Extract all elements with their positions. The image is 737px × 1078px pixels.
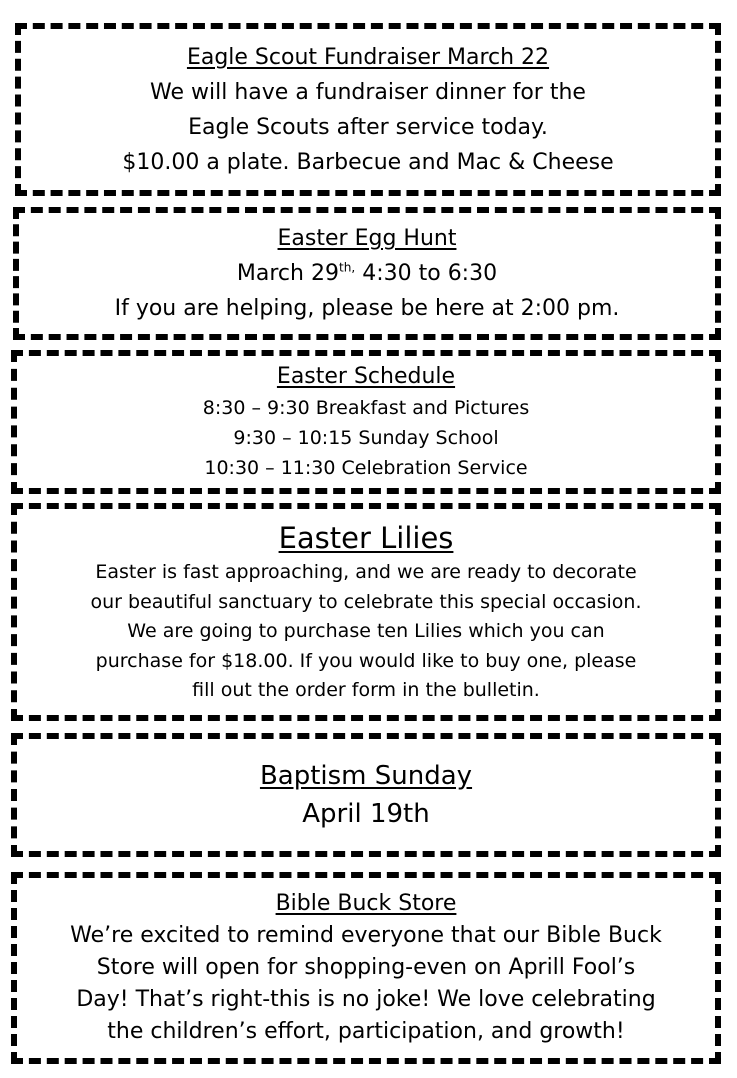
egg-hunt-date-suffix: 4:30 to 6:30 — [355, 261, 498, 286]
easter-schedule-box — [11, 350, 721, 494]
schedule-item: 9:30 – 10:15 Sunday School — [233, 427, 499, 449]
easter-schedule-title: Easter Schedule — [276, 364, 456, 389]
egg-hunt-title: Easter Egg Hunt — [277, 226, 457, 251]
baptism-sunday-title: Baptism Sunday — [259, 761, 473, 791]
egg-hunt-date-prefix: March 29 — [236, 261, 339, 286]
baptism-sunday-box — [11, 733, 721, 857]
lilies-line: purchase for $18.00. If you would like to buy one, please — [95, 649, 637, 672]
lilies-line: fill out the order form in the bulletin. — [192, 679, 540, 702]
eagle-scout-line: Eagle Scouts after service today. — [188, 114, 548, 140]
bible-buck-line: Day! That’s right-this is no joke! We love celebrating — [76, 987, 656, 1012]
easter-lilies-box — [11, 503, 721, 721]
lilies-line: We are going to purchase ten Lilies which you can — [127, 620, 605, 643]
eagle-scout-box — [15, 23, 721, 196]
bible-buck-line: the children’s effort, participation, and growth! — [107, 1019, 625, 1044]
eagle-scout-line: $10.00 a plate. Barbecue and Mac & Cheese — [122, 149, 614, 175]
lilies-line: our beautiful sanctuary to celebrate this special occasion. — [90, 590, 642, 613]
eagle-scout-line: We will have a fundraiser dinner for the — [150, 79, 586, 105]
schedule-item: 8:30 – 9:30 Breakfast and Pictures — [202, 397, 530, 419]
egg-hunt-box — [13, 207, 721, 340]
easter-lilies-title: Easter Lilies — [278, 521, 454, 556]
bible-buck-store-title: Bible Buck Store — [275, 891, 457, 916]
lilies-line: Easter is fast approaching, and we are ready to decorate — [95, 561, 637, 584]
egg-hunt-date — [237, 256, 497, 291]
baptism-sunday-date: April 19th — [302, 799, 430, 829]
bible-buck-line: Store will open for shopping-even on Aprill Fool’s — [96, 955, 636, 980]
bible-buck-line: We’re excited to remind everyone that our Bible Buck — [70, 923, 662, 948]
egg-hunt-helper-note: If you are helping, please be here at 2:00 pm. — [114, 296, 620, 321]
egg-hunt-date-sup: th, — [338, 260, 356, 275]
schedule-item: 10:30 – 11:30 Celebration Service — [204, 457, 528, 479]
bible-buck-store-box — [11, 872, 721, 1064]
eagle-scout-title: Eagle Scout Fundraiser March 22 — [186, 44, 550, 70]
